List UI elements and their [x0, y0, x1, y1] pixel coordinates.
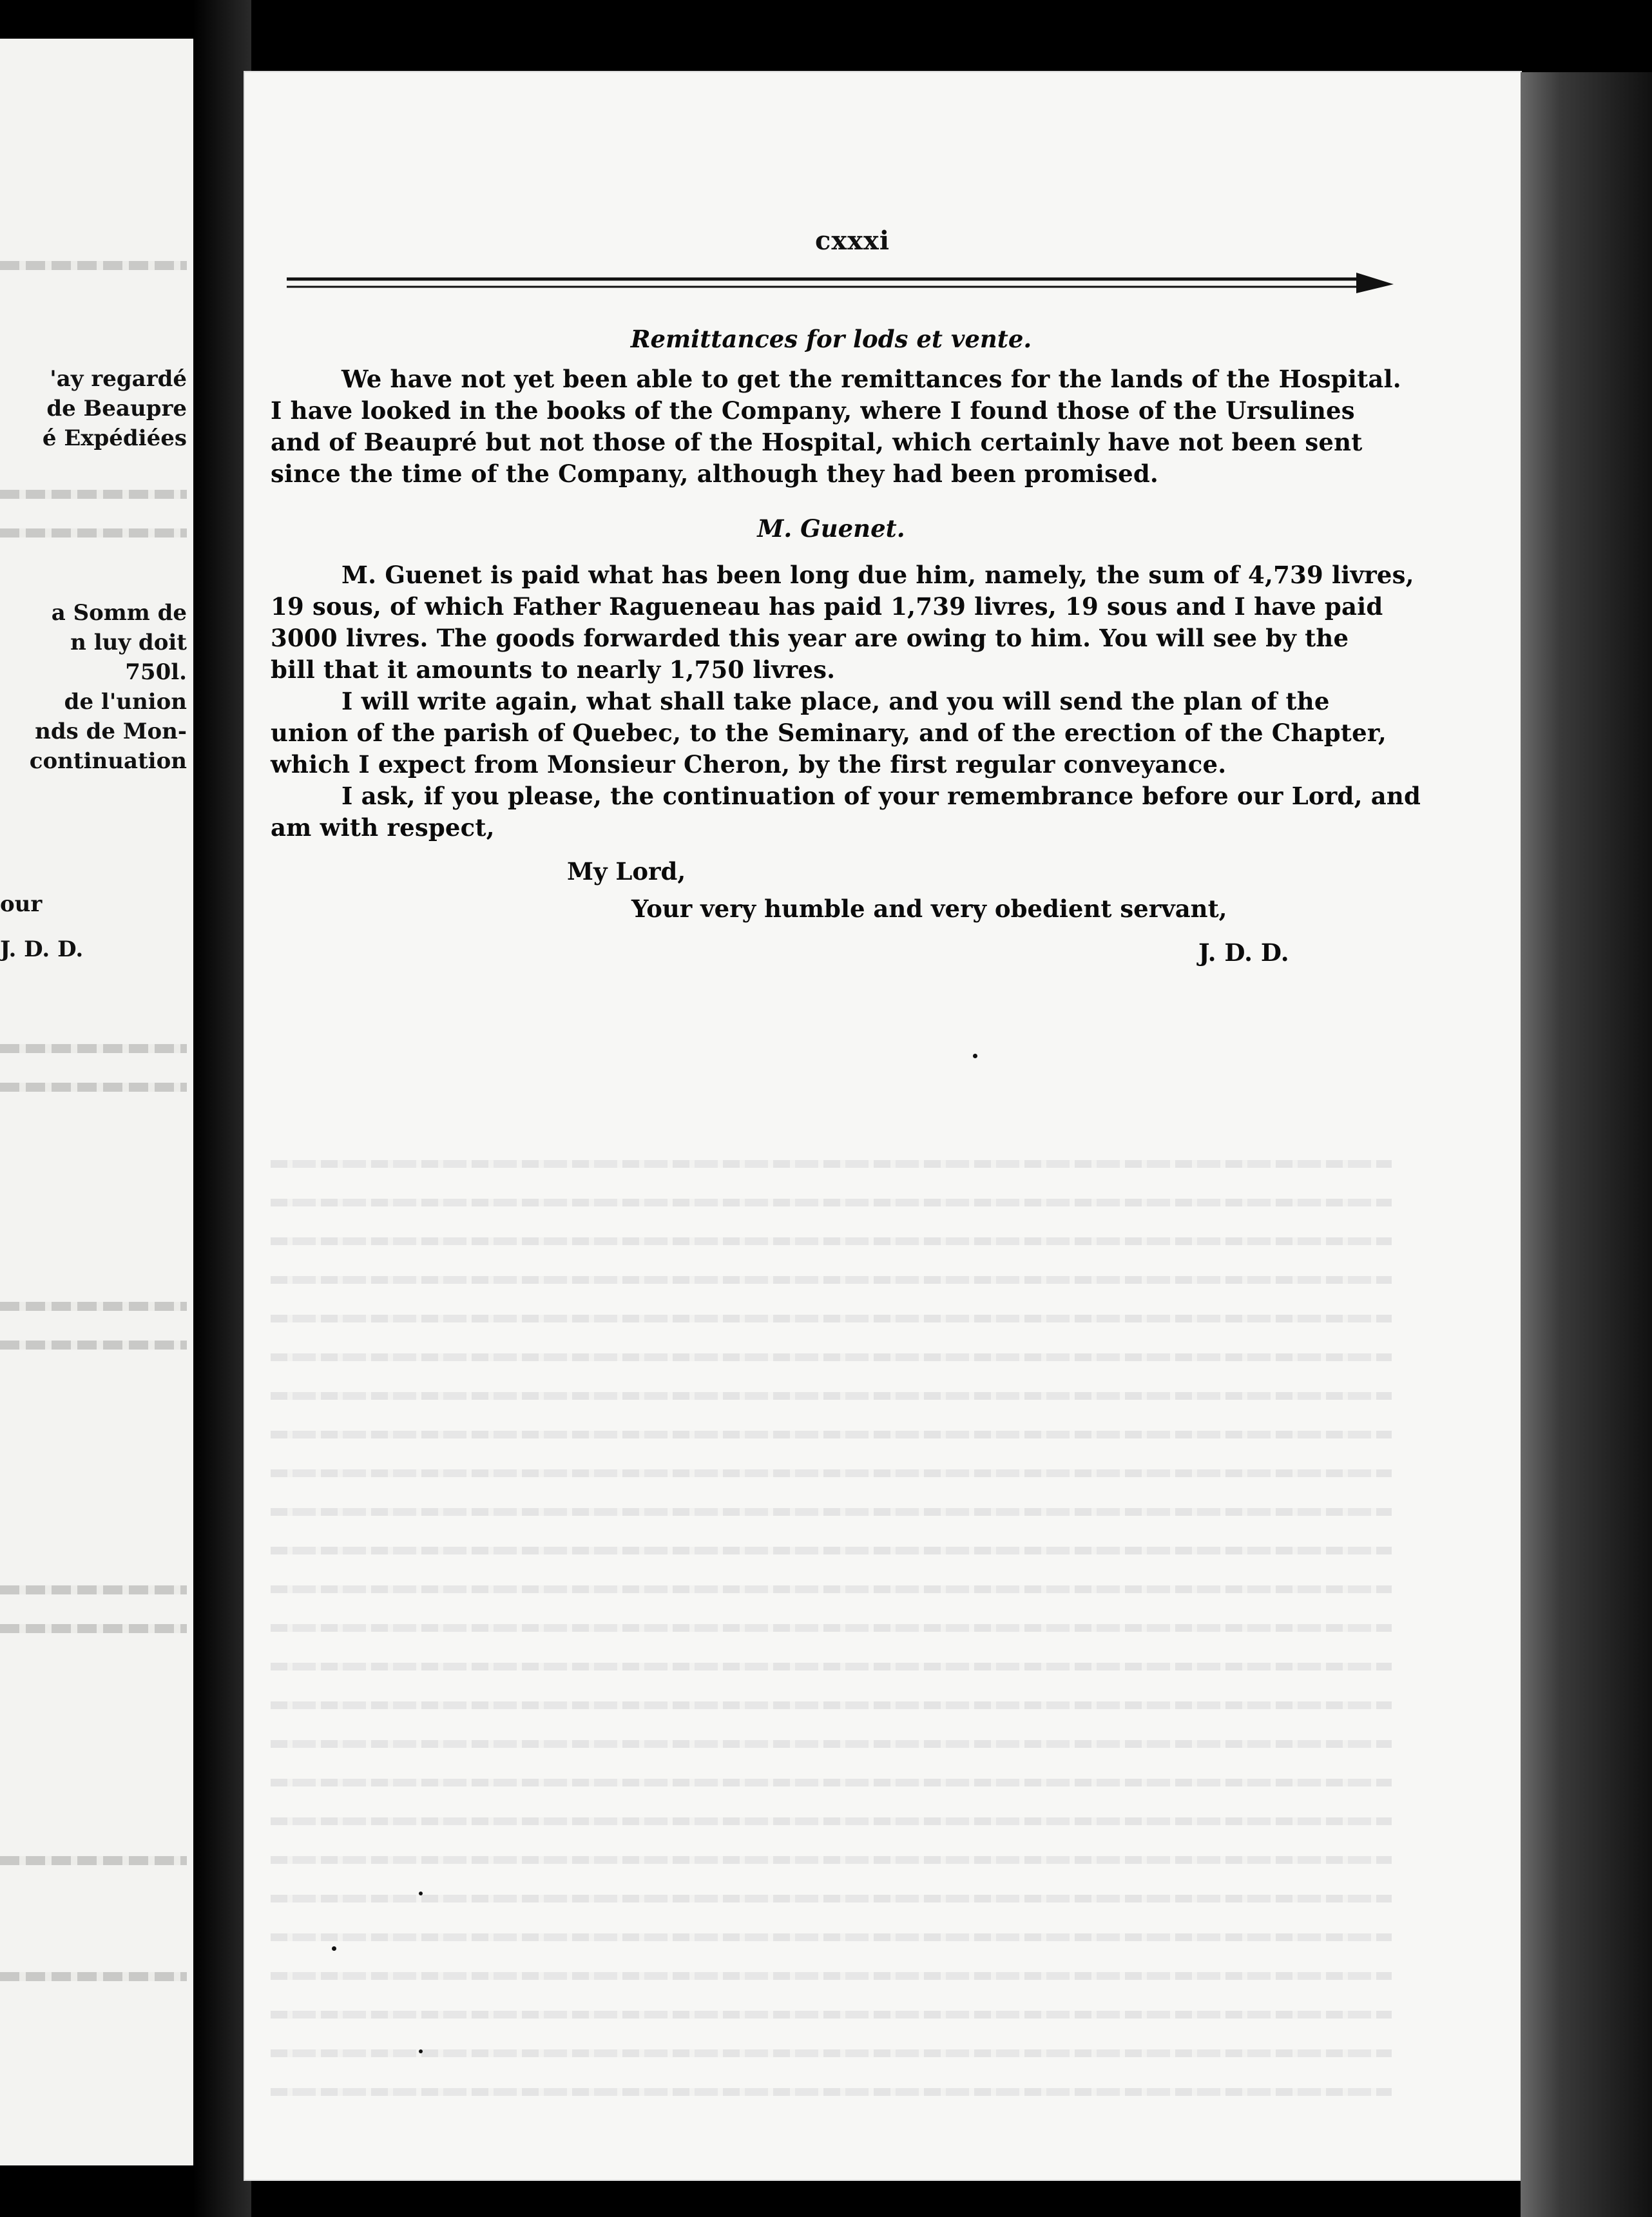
bleed-through-line: [271, 1624, 1392, 1632]
faint-line: [0, 261, 187, 270]
left-page-text-block: [0, 598, 187, 776]
faint-line: [0, 1624, 187, 1633]
book-gutter: [193, 0, 251, 2217]
faint-line: [0, 1302, 187, 1311]
left-page-text-block: [0, 889, 187, 964]
ornamental-rule: [287, 267, 1395, 300]
text-line: bill that it amounts to nearly 1,750 livres.: [271, 655, 836, 684]
bleed-through-line: [271, 1547, 1392, 1554]
bleed-through-line: [271, 1353, 1392, 1361]
paragraph-remittances: [271, 363, 1401, 490]
bleed-through-line: [271, 1585, 1392, 1593]
paragraph-remembrance: [271, 780, 1421, 844]
bleed-through-line: [271, 1895, 1392, 1902]
faint-line: [0, 1341, 187, 1350]
ink-speck: [419, 2049, 423, 2053]
text-line: M. Guenet is paid what has been long due him, namely, the sum of 4,739 livres,: [341, 561, 1414, 589]
closing-phrase: Your very humble and very obedient servant,: [631, 895, 1227, 923]
bleed-through-line: [271, 1315, 1392, 1322]
bleed-through-line: [271, 1856, 1392, 1864]
left-page-line: continuation: [29, 748, 187, 774]
left-page-line: a Somm de: [51, 600, 187, 626]
bleed-through-line: [271, 1160, 1392, 1168]
page-body: [271, 322, 1421, 971]
text-line: since the time of the Company, although they had been promised.: [271, 460, 1159, 488]
text-line: which I expect from Monsieur Cheron, by the first regular conveyance.: [271, 750, 1227, 779]
faint-line: [0, 1972, 187, 1981]
bleed-through-line: [271, 1972, 1392, 1980]
bleed-through-line: [271, 1392, 1392, 1400]
text-line: I ask, if you please, the continuation of your remembrance before our Lord, and: [341, 782, 1421, 810]
faint-line: [0, 1585, 187, 1594]
bleed-through-line: [271, 1933, 1392, 1941]
bleed-through-line: [271, 1237, 1392, 1245]
bleed-through-line: [271, 1701, 1392, 1709]
text-line: I will write again, what shall take place, and you will send the plan of the: [341, 687, 1330, 715]
bleed-through-line: [271, 1779, 1392, 1786]
page-edge-shadow: [1521, 72, 1652, 2217]
bleed-through-line: [271, 1431, 1392, 1438]
signature-initials: J. D. D.: [1198, 938, 1289, 967]
text-line: I have looked in the books of the Company, where I found those of the Ursulines: [271, 396, 1355, 425]
bleed-through-line: [271, 1469, 1392, 1477]
left-page-line: 750l.: [125, 659, 187, 685]
ink-speck: [973, 1054, 977, 1058]
faint-line: [0, 528, 187, 537]
section-subheading: M. Guenet.: [757, 514, 905, 543]
left-facing-page: [0, 39, 197, 2165]
text-line: am with respect,: [271, 813, 495, 842]
left-page-line: n luy doit: [70, 630, 187, 655]
letter-closing: [271, 853, 1392, 971]
bleed-through-line: [271, 1663, 1392, 1670]
page-number: cxxxi: [815, 226, 890, 256]
left-page-line: de l'union: [64, 689, 187, 715]
bleed-through-line: [271, 2049, 1392, 2057]
bleed-through-line: [271, 1276, 1392, 1284]
bleed-through-line: [271, 1817, 1392, 1825]
bleed-through-line: [271, 1740, 1392, 1748]
faint-line: [0, 1044, 187, 1053]
left-page-line: our: [0, 891, 43, 917]
left-page-line: J. D. D.: [0, 936, 84, 962]
left-page-line: 'ay regardé: [50, 366, 187, 392]
bleed-through-line: [271, 2011, 1392, 2019]
left-page-line: é Expédiées: [42, 425, 187, 451]
bleed-through-line: [271, 1508, 1392, 1516]
salutation: My Lord,: [567, 857, 686, 886]
left-page-line: nds de Mon-: [35, 719, 187, 744]
bleed-through-line: [271, 1199, 1392, 1206]
bleed-through-line: [271, 2088, 1392, 2096]
text-line: We have not yet been able to get the remittances for the lands of the Hospital.: [341, 365, 1401, 393]
left-page-line: de Beaupre: [46, 396, 187, 421]
paragraph-write-again: [271, 686, 1392, 780]
ink-speck: [332, 1946, 336, 1951]
ink-speck: [419, 1892, 423, 1895]
text-line: and of Beaupré but not those of the Hospital, which certainly have not been sent: [271, 428, 1363, 456]
faint-line: [0, 490, 187, 499]
faint-line: [0, 1856, 187, 1865]
faint-line: [0, 1083, 187, 1092]
left-page-text-block: [0, 364, 187, 453]
section-heading: Remittances for lods et vente.: [630, 325, 1032, 353]
text-line: 19 sous, of which Father Ragueneau has paid 1,739 livres, 19 sous and I have paid: [271, 592, 1383, 621]
text-line: 3000 livres. The goods forwarded this year are owing to him. You will see by the: [271, 624, 1349, 652]
paragraph-guenet: [271, 559, 1414, 686]
text-line: union of the parish of Quebec, to the Seminary, and of the erection of the Chapter,: [271, 719, 1387, 747]
